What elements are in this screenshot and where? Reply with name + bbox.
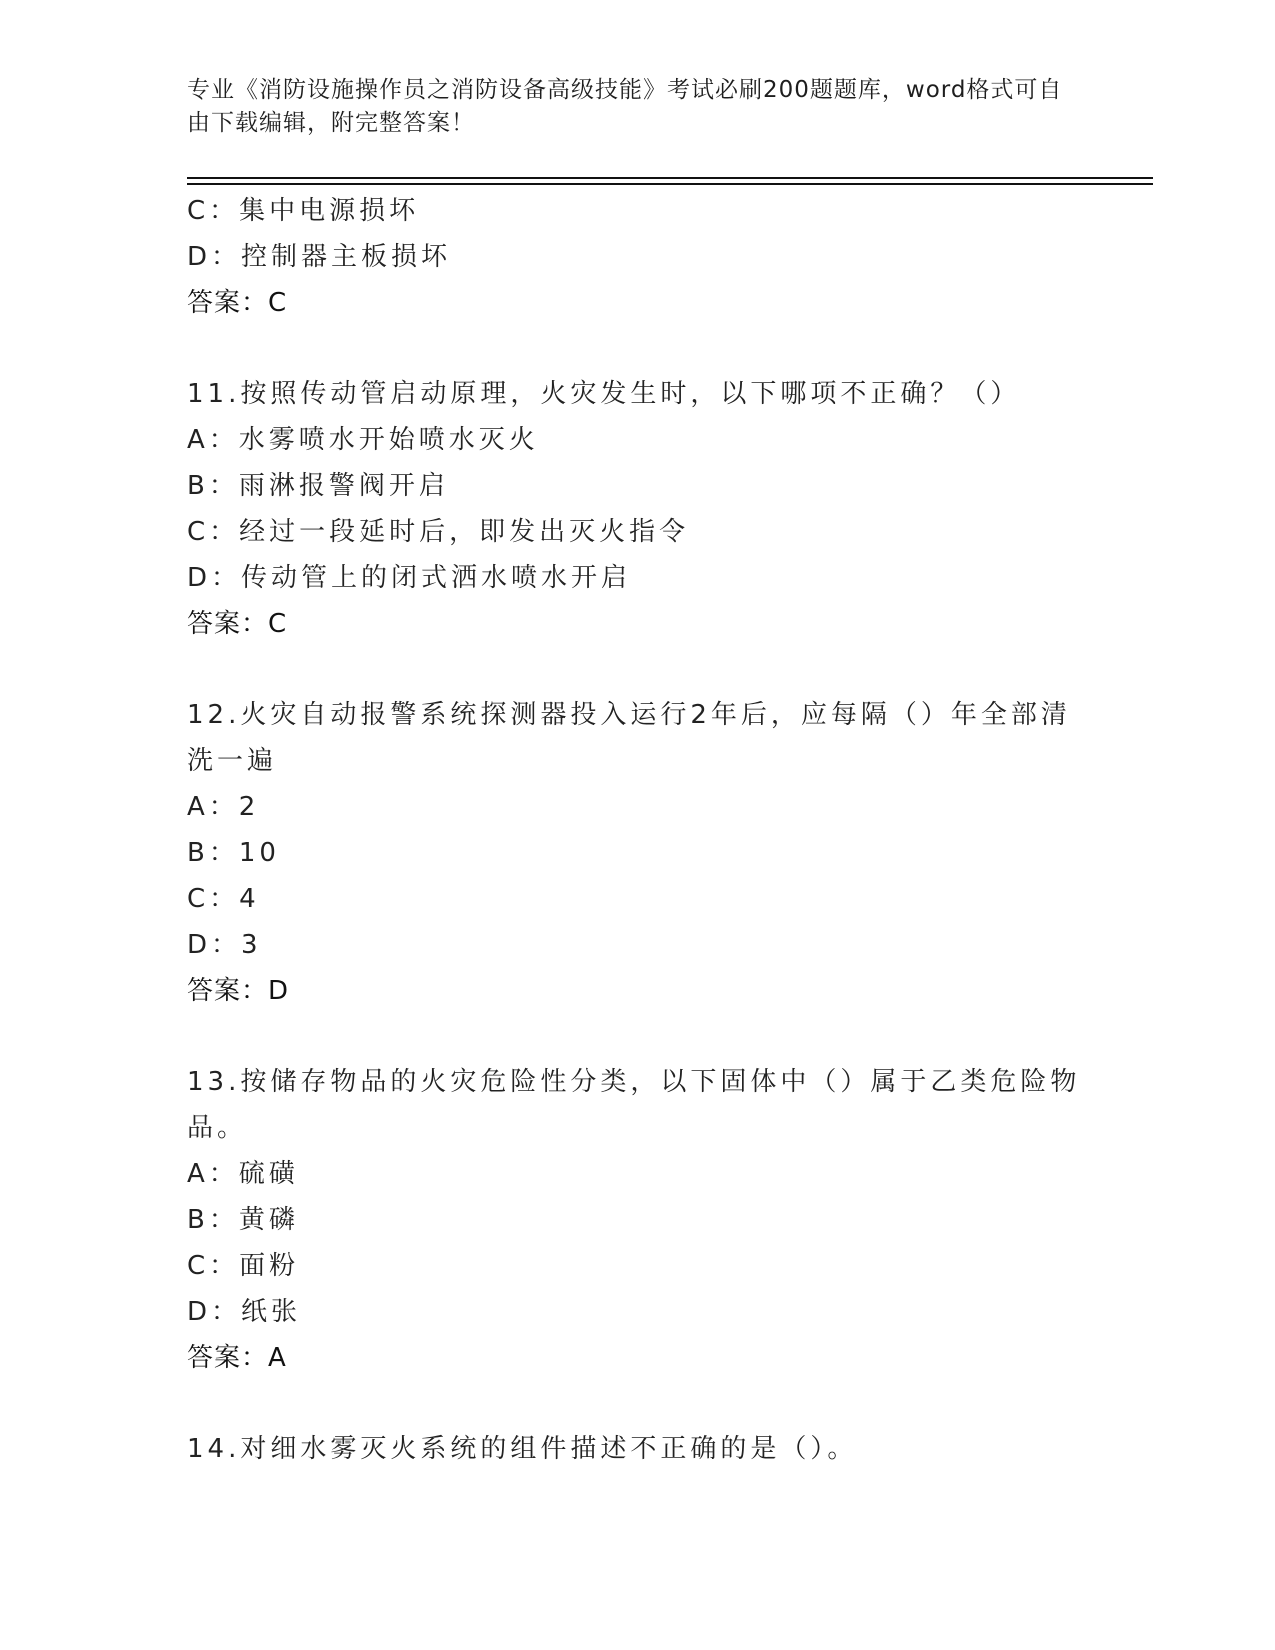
option-d: D：纸张: [187, 1297, 302, 1327]
option-c: C：4: [187, 884, 260, 914]
option-a: A：硫磺: [187, 1159, 299, 1189]
question-11: [187, 371, 1087, 647]
option-c: C：面粉: [187, 1251, 300, 1281]
question-text: 14.对细水雾灭火系统的组件描述不正确的是（）。: [187, 1434, 858, 1464]
question-text: 11.按照传动管启动原理，火灾发生时，以下哪项不正确？（）: [187, 379, 1021, 409]
question-text: 12.火灾自动报警系统探测器投入运行2年后，应每隔（）年全部清洗一遍: [187, 700, 1071, 776]
option-b: B：10: [187, 838, 280, 868]
option-d: D：3: [187, 930, 262, 960]
option-c: C：集中电源损坏: [187, 196, 420, 226]
option-b: B：黄磷: [187, 1205, 299, 1235]
document-header: [187, 74, 1067, 140]
question-list: [187, 188, 1087, 1472]
option-d: D：传动管上的闭式洒水喷水开启: [187, 563, 632, 593]
answer-line: 答案：A: [187, 1343, 287, 1373]
question-12: [187, 692, 1087, 1014]
option-a: A：2: [187, 792, 260, 822]
header-rule-bottom: [187, 183, 1153, 185]
option-d: D：控制器主板损坏: [187, 242, 452, 272]
question-text: 13.按储存物品的火灾危险性分类，以下固体中（）属于乙类危险物品。: [187, 1067, 1081, 1143]
prev-question-block: [187, 188, 1087, 326]
option-a: A：水雾喷水开始喷水灭火: [187, 425, 539, 455]
answer-line: 答案：D: [187, 976, 290, 1006]
answer-line: 答案：C: [187, 288, 288, 318]
answer-line: 答案：C: [187, 609, 288, 639]
header-title: 专业《消防设施操作员之消防设备高级技能》考试必刷200题题库，word格式可自由下载编辑，附完整答案！: [187, 77, 1063, 136]
header-rule-top: [187, 177, 1153, 179]
question-13: [187, 1059, 1087, 1381]
option-c: C：经过一段延时后，即发出灭火指令: [187, 517, 690, 547]
question-14: [187, 1426, 1087, 1472]
option-b: B：雨淋报警阀开启: [187, 471, 449, 501]
